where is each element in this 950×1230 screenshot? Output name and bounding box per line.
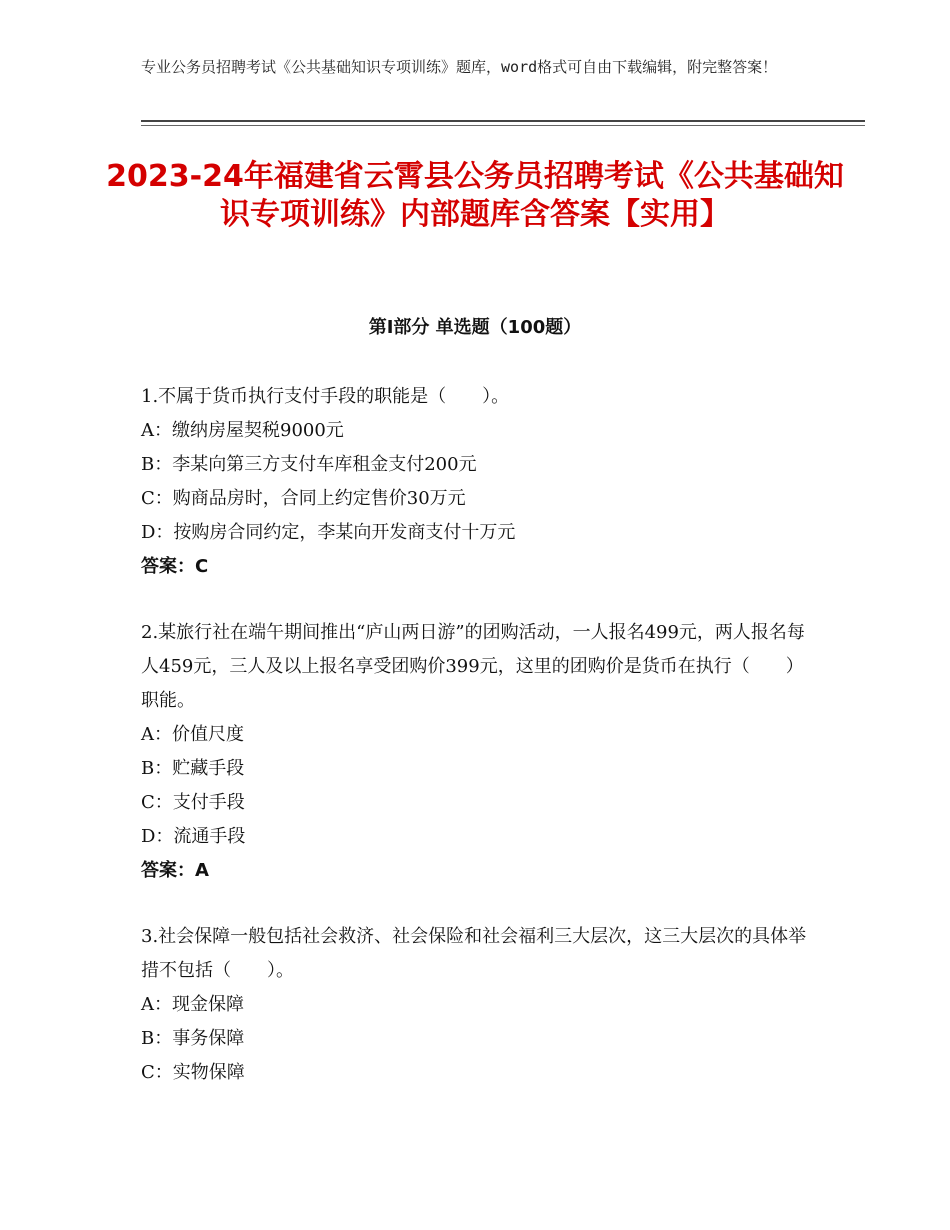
header-rule [141, 120, 865, 122]
option-c: C：实物保障 [141, 1062, 245, 1083]
answer: 答案：A [141, 860, 209, 881]
document-title: 2023-24年福建省云霄县公务员招聘考试《公共基础知识专项训练》内部题库含答案【实用】 [106, 159, 844, 232]
question-stem: 1.不属于货币执行支付手段的职能是（ ）。 [141, 386, 510, 407]
option-b: B：事务保障 [141, 1028, 245, 1049]
section-heading: 第I部分 单选题（100题） [368, 317, 582, 338]
option-a: A：缴纳房屋契税9000元 [141, 420, 344, 441]
header-rule-thin [141, 125, 865, 126]
option-c: C：购商品房时，合同上约定售价30万元 [141, 488, 466, 509]
question-1 [141, 380, 821, 584]
option-b: B：贮藏手段 [141, 758, 245, 779]
question-stem: 2.某旅行社在端午期间推出“庐山两日游”的团购活动，一人报名499元，两人报名每人459元，三人及以上报名享受团购价399元，这里的团购价是货币在执行（ ）职能。 [141, 622, 805, 711]
question-3 [141, 920, 821, 1090]
option-b: B：李某向第三方支付车库租金支付200元 [141, 454, 477, 475]
question-stem: 3.社会保障一般包括社会救济、社会保险和社会福利三大层次，这三大层次的具体举措不包括（ ）。 [141, 926, 807, 981]
option-a: A：现金保障 [141, 994, 244, 1015]
question-list [141, 380, 821, 1122]
option-d: D：按购房合同约定，李某向开发商支付十万元 [141, 522, 516, 543]
option-a: A：价值尺度 [141, 724, 244, 745]
answer: 答案：C [141, 556, 209, 577]
header-note: 专业公务员招聘考试《公共基础知识专项训练》题库，word格式可自由下载编辑，附完整答案！ [141, 58, 778, 76]
option-d: D：流通手段 [141, 826, 246, 847]
question-2 [141, 616, 821, 888]
option-c: C：支付手段 [141, 792, 245, 813]
